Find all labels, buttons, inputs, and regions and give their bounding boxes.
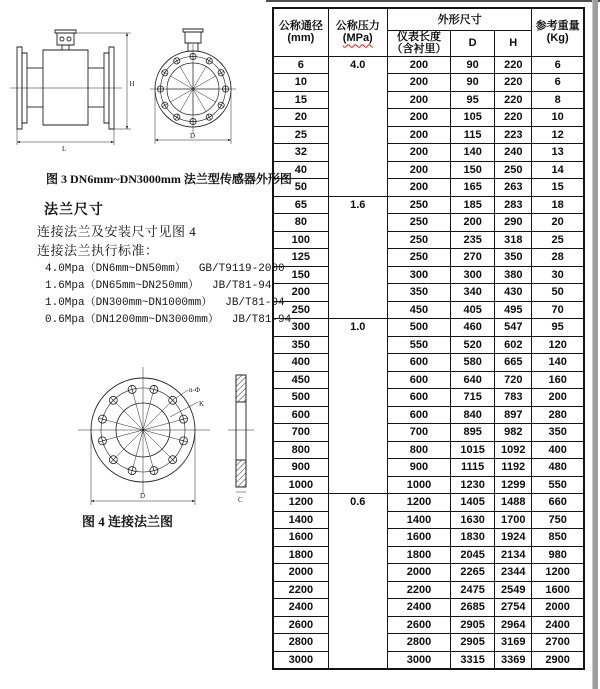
cell-weight: 660: [532, 494, 584, 512]
standard-spec: 1.6Mpa（DN65mm~DN250mm）: [45, 280, 200, 292]
cell-weight: 6: [532, 74, 584, 92]
cell-weight: 1200: [532, 564, 584, 582]
cell-D: 460: [451, 319, 495, 337]
table-row: [273, 56, 584, 74]
cell-length: 2200: [387, 581, 450, 599]
table-row: [273, 301, 584, 319]
table-row: [273, 581, 584, 599]
cell-D: 105: [451, 109, 495, 127]
cell-weight: 750: [532, 511, 584, 529]
bolt-count-label: n-Φ: [189, 386, 200, 394]
cell-diameter: 1800: [273, 546, 328, 564]
col-header-pressure: 公称压力 (MPa): [328, 8, 387, 56]
cell-D: 2905: [451, 634, 495, 652]
cell-diameter: 40: [273, 161, 328, 179]
table-row: [273, 511, 584, 529]
dim-label-D: D: [190, 132, 196, 140]
cell-D: 140: [451, 144, 495, 162]
cell-pressure: 0.6: [328, 494, 387, 670]
standard-code: GB/T9119-2000: [198, 263, 285, 275]
cell-weight: 350: [532, 424, 584, 442]
cell-weight: 280: [532, 406, 584, 424]
standard-code: JB/T81-94: [231, 314, 292, 326]
figure4-caption: 图 4 连接法兰图: [82, 514, 174, 529]
table-row: [273, 144, 584, 162]
table-body: [273, 56, 584, 669]
cell-length: 200: [387, 126, 450, 144]
col-header-h: H: [495, 30, 532, 56]
cell-weight: 13: [532, 144, 584, 162]
scan-top-edge: [266, 0, 600, 2]
cell-weight: 95: [532, 319, 584, 337]
cell-length: 600: [387, 406, 450, 424]
cell-diameter: 50: [273, 179, 328, 197]
cell-length: 600: [387, 371, 450, 389]
cell-diameter: 2800: [273, 634, 328, 652]
sensor-front-view: [150, 29, 236, 144]
cell-H: 220: [495, 56, 532, 74]
cell-weight: 1600: [532, 581, 584, 599]
cell-H: 897: [495, 406, 532, 424]
cell-length: 2800: [387, 634, 450, 652]
cell-H: 1092: [495, 441, 532, 459]
standard-spec: 1.0Mpa（DN300mm~DN1000mm）: [45, 297, 213, 309]
cell-H: 240: [495, 144, 532, 162]
sensor-side-view: [10, 30, 131, 145]
table-row: [273, 634, 584, 652]
cell-length: 600: [387, 389, 450, 407]
cell-diameter: 900: [273, 459, 328, 477]
table-row: [273, 406, 584, 424]
cell-weight: 2000: [532, 599, 584, 617]
standard-code: JB/T81-94: [212, 280, 272, 292]
cell-H: 2134: [495, 546, 532, 564]
cell-D: 200: [451, 214, 495, 232]
cell-D: 1405: [451, 494, 495, 512]
cell-D: 90: [451, 56, 495, 74]
cell-length: 250: [387, 196, 450, 214]
cell-length: 1400: [387, 511, 450, 529]
cell-D: 340: [451, 284, 495, 302]
cell-length: 300: [387, 266, 450, 284]
col-header-length: 仪表长度 （含衬里）: [387, 30, 450, 56]
cell-D: 895: [451, 424, 495, 442]
cell-weight: 14: [532, 161, 584, 179]
cell-diameter: 32: [273, 144, 328, 162]
cell-length: 250: [387, 249, 450, 267]
cell-H: 495: [495, 301, 532, 319]
cell-H: 263: [495, 179, 532, 197]
cell-D: 95: [451, 91, 495, 109]
cell-length: 200: [387, 144, 450, 162]
cell-diameter: 500: [273, 389, 328, 407]
cell-H: 220: [495, 109, 532, 127]
cell-length: 500: [387, 319, 450, 337]
col-header-weight: 参考重量 (Kg): [532, 8, 584, 56]
flange-size-heading: 法兰尺寸: [44, 203, 104, 218]
cell-length: 2600: [387, 616, 450, 634]
cell-weight: 12: [532, 126, 584, 144]
table-row: [273, 651, 584, 669]
cell-H: 430: [495, 284, 532, 302]
cell-length: 200: [387, 109, 450, 127]
cell-weight: 2400: [532, 616, 584, 634]
cell-H: 602: [495, 336, 532, 354]
table-row: [273, 459, 584, 477]
flange-note-line: 连接法兰执行标准：: [37, 243, 159, 258]
cell-weight: 6: [532, 56, 584, 74]
cell-length: 200: [387, 91, 450, 109]
cell-diameter: 1200: [273, 494, 328, 512]
cell-weight: 850: [532, 529, 584, 547]
cell-H: 1700: [495, 511, 532, 529]
cell-diameter: 100: [273, 231, 328, 249]
cell-D: 2685: [451, 599, 495, 617]
cell-H: 2754: [495, 599, 532, 617]
cell-diameter: 65: [273, 196, 328, 214]
table-row: [273, 529, 584, 547]
standard-spec: 0.6Mpa（DN1200mm~DN3000mm）: [45, 314, 219, 326]
cell-H: 220: [495, 91, 532, 109]
cell-weight: 2900: [532, 651, 584, 669]
cell-length: 800: [387, 441, 450, 459]
cell-length: 700: [387, 424, 450, 442]
cell-D: 520: [451, 336, 495, 354]
cell-H: 290: [495, 214, 532, 232]
cell-length: 2000: [387, 564, 450, 582]
cell-H: 250: [495, 161, 532, 179]
table-row: [273, 476, 584, 494]
cell-D: 115: [451, 126, 495, 144]
table-row: [273, 179, 584, 197]
cell-diameter: 80: [273, 214, 328, 232]
cell-weight: 70: [532, 301, 584, 319]
cell-D: 270: [451, 249, 495, 267]
cell-length: 200: [387, 161, 450, 179]
figure3-sensor-drawing: [0, 25, 270, 157]
cell-D: 1830: [451, 529, 495, 547]
cell-H: 982: [495, 424, 532, 442]
figure4-flange-drawing: [55, 355, 260, 510]
standard-item: [45, 310, 291, 326]
cell-diameter: 200: [273, 284, 328, 302]
table-row: [273, 231, 584, 249]
cell-length: 550: [387, 336, 450, 354]
cell-D: 185: [451, 196, 495, 214]
table-row: [273, 441, 584, 459]
table-row: [273, 564, 584, 582]
cell-diameter: 125: [273, 249, 328, 267]
standard-item: [45, 276, 271, 292]
table-row: [273, 494, 584, 512]
table-row: [273, 546, 584, 564]
cell-D: 1630: [451, 511, 495, 529]
table-row: [273, 336, 584, 354]
cell-H: 783: [495, 389, 532, 407]
cell-weight: 8: [532, 91, 584, 109]
cell-H: 2344: [495, 564, 532, 582]
cell-length: 600: [387, 354, 450, 372]
table-row: [273, 319, 584, 337]
cell-diameter: 600: [273, 406, 328, 424]
cell-D: 715: [451, 389, 495, 407]
standard-item: [45, 293, 285, 309]
cell-H: 3369: [495, 651, 532, 669]
cell-H: 665: [495, 354, 532, 372]
cell-weight: 25: [532, 231, 584, 249]
cell-length: 200: [387, 179, 450, 197]
table-row: [273, 161, 584, 179]
scan-right-edge: [592, 0, 598, 689]
table-row: [273, 284, 584, 302]
bolt-circle-label: K: [199, 400, 205, 408]
table-row: [273, 266, 584, 284]
cell-length: 1800: [387, 546, 450, 564]
cell-H: 1924: [495, 529, 532, 547]
cell-diameter: 1000: [273, 476, 328, 494]
table-row: [273, 371, 584, 389]
cell-length: 250: [387, 231, 450, 249]
cell-weight: 400: [532, 441, 584, 459]
cell-diameter: 3000: [273, 651, 328, 669]
cell-D: 640: [451, 371, 495, 389]
table-row: [273, 616, 584, 634]
cell-H: 223: [495, 126, 532, 144]
cell-D: 165: [451, 179, 495, 197]
cell-diameter: 300: [273, 319, 328, 337]
cell-D: 2475: [451, 581, 495, 599]
cell-length: 250: [387, 214, 450, 232]
cell-H: 1488: [495, 494, 532, 512]
standard-spec: 4.0Mpa（DN6mm~DN50mm）: [45, 263, 186, 275]
cell-diameter: 20: [273, 109, 328, 127]
cell-diameter: 800: [273, 441, 328, 459]
cell-weight: 30: [532, 266, 584, 284]
table-row: [273, 126, 584, 144]
cell-D: 1015: [451, 441, 495, 459]
cell-D: 405: [451, 301, 495, 319]
cell-diameter: 400: [273, 354, 328, 372]
cell-weight: 10: [532, 109, 584, 127]
cell-diameter: 250: [273, 301, 328, 319]
cell-diameter: 15: [273, 91, 328, 109]
table-row: [273, 354, 584, 372]
dim-label-C: C: [238, 496, 243, 504]
cell-weight: 140: [532, 354, 584, 372]
table-row: [273, 196, 584, 214]
cell-D: 3315: [451, 651, 495, 669]
cell-D: 2265: [451, 564, 495, 582]
cell-weight: 160: [532, 371, 584, 389]
table-row: [273, 599, 584, 617]
cell-length: 1000: [387, 476, 450, 494]
cell-length: 1200: [387, 494, 450, 512]
cell-D: 300: [451, 266, 495, 284]
cell-D: 235: [451, 231, 495, 249]
cell-H: 547: [495, 319, 532, 337]
dim-label-D: D: [140, 492, 146, 500]
cell-D: 840: [451, 406, 495, 424]
cell-length: 900: [387, 459, 450, 477]
cell-diameter: 25: [273, 126, 328, 144]
cell-diameter: 10: [273, 74, 328, 92]
cell-length: 3000: [387, 651, 450, 669]
cell-weight: 200: [532, 389, 584, 407]
cell-weight: 480: [532, 459, 584, 477]
cell-D: 90: [451, 74, 495, 92]
flange-note-line: 连接法兰及安装尺寸见图 4: [37, 224, 197, 239]
cell-diameter: 1600: [273, 529, 328, 547]
table-row: [273, 91, 584, 109]
cell-H: 3169: [495, 634, 532, 652]
table-row: [273, 389, 584, 407]
cell-D: 2045: [451, 546, 495, 564]
cell-length: 350: [387, 284, 450, 302]
cell-diameter: 2200: [273, 581, 328, 599]
cell-diameter: 2600: [273, 616, 328, 634]
col-header-diameter: 公称通径 (mm): [273, 8, 328, 56]
cell-H: 1192: [495, 459, 532, 477]
cell-weight: 980: [532, 546, 584, 564]
cell-H: 350: [495, 249, 532, 267]
table-row: [273, 214, 584, 232]
dim-label-H: H: [129, 80, 135, 88]
cell-weight: 20: [532, 214, 584, 232]
terminal-box-icon: [55, 30, 76, 50]
standard-item: [45, 259, 285, 275]
cell-pressure: 4.0: [328, 56, 387, 196]
cell-diameter: 700: [273, 424, 328, 442]
cell-H: 1299: [495, 476, 532, 494]
cell-weight: 120: [532, 336, 584, 354]
table-row: [273, 249, 584, 267]
cell-weight: 18: [532, 196, 584, 214]
cell-weight: 2700: [532, 634, 584, 652]
cell-diameter: 150: [273, 266, 328, 284]
flange-section-view: [228, 375, 254, 492]
cell-diameter: 350: [273, 336, 328, 354]
table-row: [273, 74, 584, 92]
cell-diameter: 6: [273, 56, 328, 74]
cell-D: 1115: [451, 459, 495, 477]
cell-D: 580: [451, 354, 495, 372]
cell-H: 2964: [495, 616, 532, 634]
cell-length: 200: [387, 74, 450, 92]
cell-length: 2400: [387, 599, 450, 617]
dim-label-L: L: [62, 145, 67, 153]
cell-weight: 15: [532, 179, 584, 197]
cell-H: 380: [495, 266, 532, 284]
standard-code: JB/T81-94: [225, 297, 285, 309]
col-header-dimensions: 外形尺寸: [387, 8, 531, 30]
cell-H: 318: [495, 231, 532, 249]
pressure-unit-label: (MPa): [342, 32, 373, 45]
cell-pressure: 1.0: [328, 319, 387, 494]
table-row: [273, 424, 584, 442]
table-row: [273, 109, 584, 127]
figure3-caption: 图 3 DN6mm~DN3000mm 法兰型传感器外形图: [46, 172, 292, 186]
cell-weight: 28: [532, 249, 584, 267]
cell-diameter: 1400: [273, 511, 328, 529]
cell-D: 1230: [451, 476, 495, 494]
cell-length: 200: [387, 56, 450, 74]
cell-H: 220: [495, 74, 532, 92]
cell-D: 2905: [451, 616, 495, 634]
cell-weight: 550: [532, 476, 584, 494]
cell-pressure: 1.6: [328, 196, 387, 319]
cell-diameter: 450: [273, 371, 328, 389]
cell-H: 720: [495, 371, 532, 389]
dimension-table: [272, 7, 585, 670]
cell-weight: 50: [532, 284, 584, 302]
cell-D: 150: [451, 161, 495, 179]
cell-H: 2549: [495, 581, 532, 599]
cell-length: 1600: [387, 529, 450, 547]
cell-H: 283: [495, 196, 532, 214]
cell-diameter: 2000: [273, 564, 328, 582]
col-header-d: D: [451, 30, 495, 56]
cell-diameter: 2400: [273, 599, 328, 617]
cell-length: 450: [387, 301, 450, 319]
